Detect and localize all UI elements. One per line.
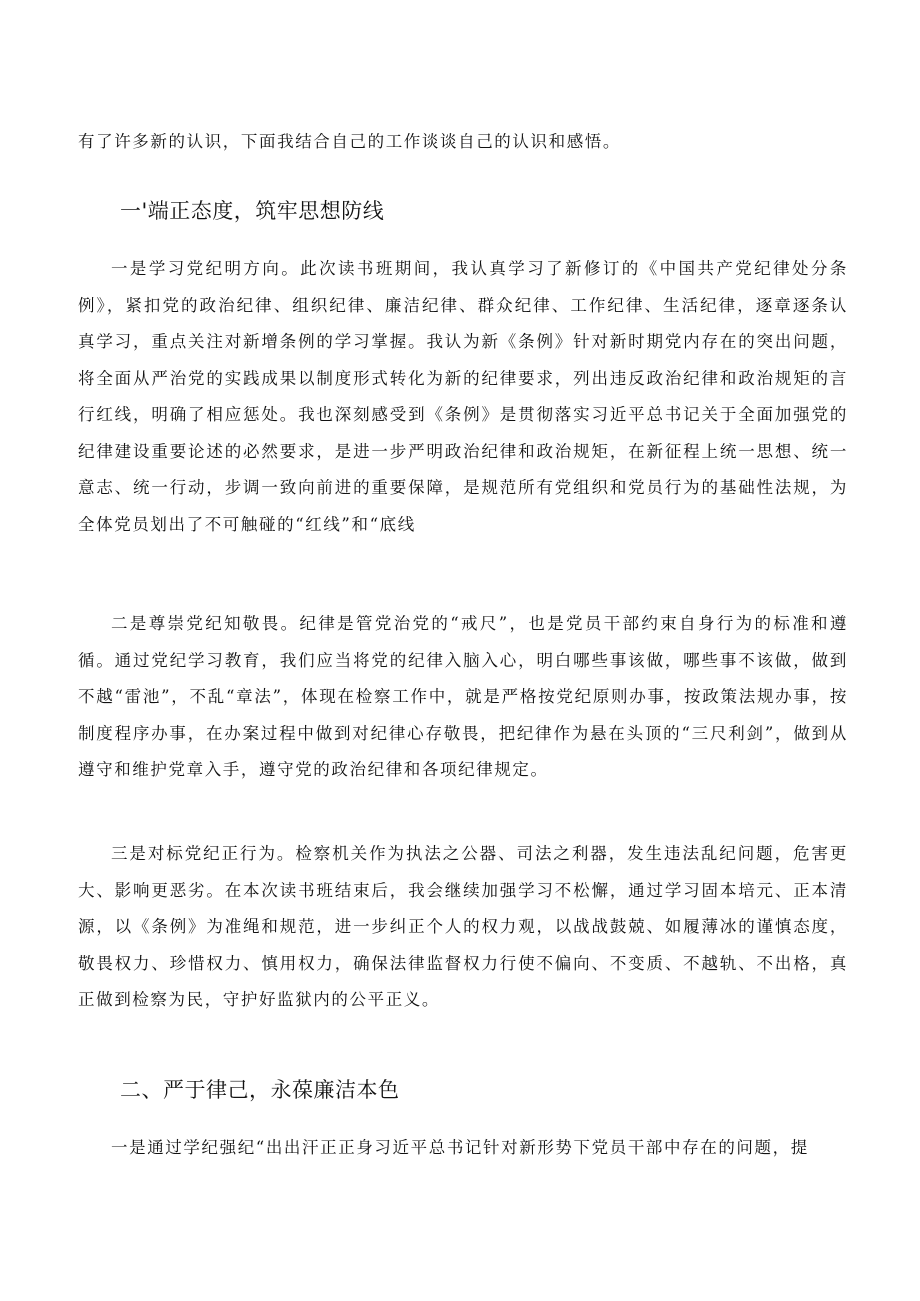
intro-paragraph: 有了许多新的认识，下面我结合自己的工作谈谈自己的认识和感悟。 (78, 132, 621, 151)
paragraph-2: 二是尊崇党纪知敬畏。纪律是管党治党的“戒尺”，也是党员干部约束自身行为的标准和遵循。通过党纪学习教育，我们应当将党的纪律入脑入心，明白哪些事该做，哪些事不该做，做到不越“雷池”，不乱“章法”，体现在检察工作中，就是严格按党纪原则办事，按政策法规办事，按制度程序办事，在办案过程中做到对纪律心存敬畏，把纪律作为悬在头顶的“三尺利剑”，做到从遵守和维护党章入手，遵守党的政治纪律和各项纪律规定。 (78, 614, 848, 779)
paragraph-1: 一是学习党纪明方向。此次读书班期间，我认真学习了新修订的《中国共产党纪律处分条例》，紧扣党的政治纪律、组织纪律、廉洁纪律、群众纪律、工作纪律、生活纪律，逐章逐条认真学习，重点关注对新增条例的学习掌握。我认为新《条例》针对新时期党内存在的突出问题，将全面从严治党的实践成果以制度形式转化为新的纪律要求，列出违反政治纪律和政治规矩的言行红线，明确了相应惩处。我也深刻感受到《条例》是贯彻落实习近平总书记关于全面加强党的纪律建设重要论述的必然要求，是进一步严明政治纪律和政治规矩，在新征程上统一思想、统一意志、统一行动，步调一致向前进的重要保障，是规范所有党组织和党员行为的基础性法规，为全体党员划出了不可触碰的“红线”和“底线 (78, 259, 848, 534)
section-heading-1: 一'端正态度，筑牢思想防线 (120, 199, 385, 223)
paragraph-4: 一是通过学纪强纪“出出汗正正身习近平总书记针对新形势下党员干部中存在的问题，提 (111, 1138, 809, 1157)
paragraph-3: 三是对标党纪正行为。检察机关作为执法之公器、司法之利器，发生违法乱纪问题，危害更大、影响更恶劣。在本次读书班结束后，我会继续加强学习不松懈，通过学习固本培元、正本清源，以《条例》为准绳和规范，进一步纠正个人的权力观，以战战鼓兢、如履薄冰的谨慎态度，敬畏权力、珍惜权力、慎用权力，确保法律监督权力行使不偏向、不变质、不越轨、不出格，真正做到检察为民，守护好监狱内的公平正义。 (78, 844, 848, 1009)
section-heading-2: 二、严于律己，永葆廉洁本色 (120, 1078, 400, 1102)
